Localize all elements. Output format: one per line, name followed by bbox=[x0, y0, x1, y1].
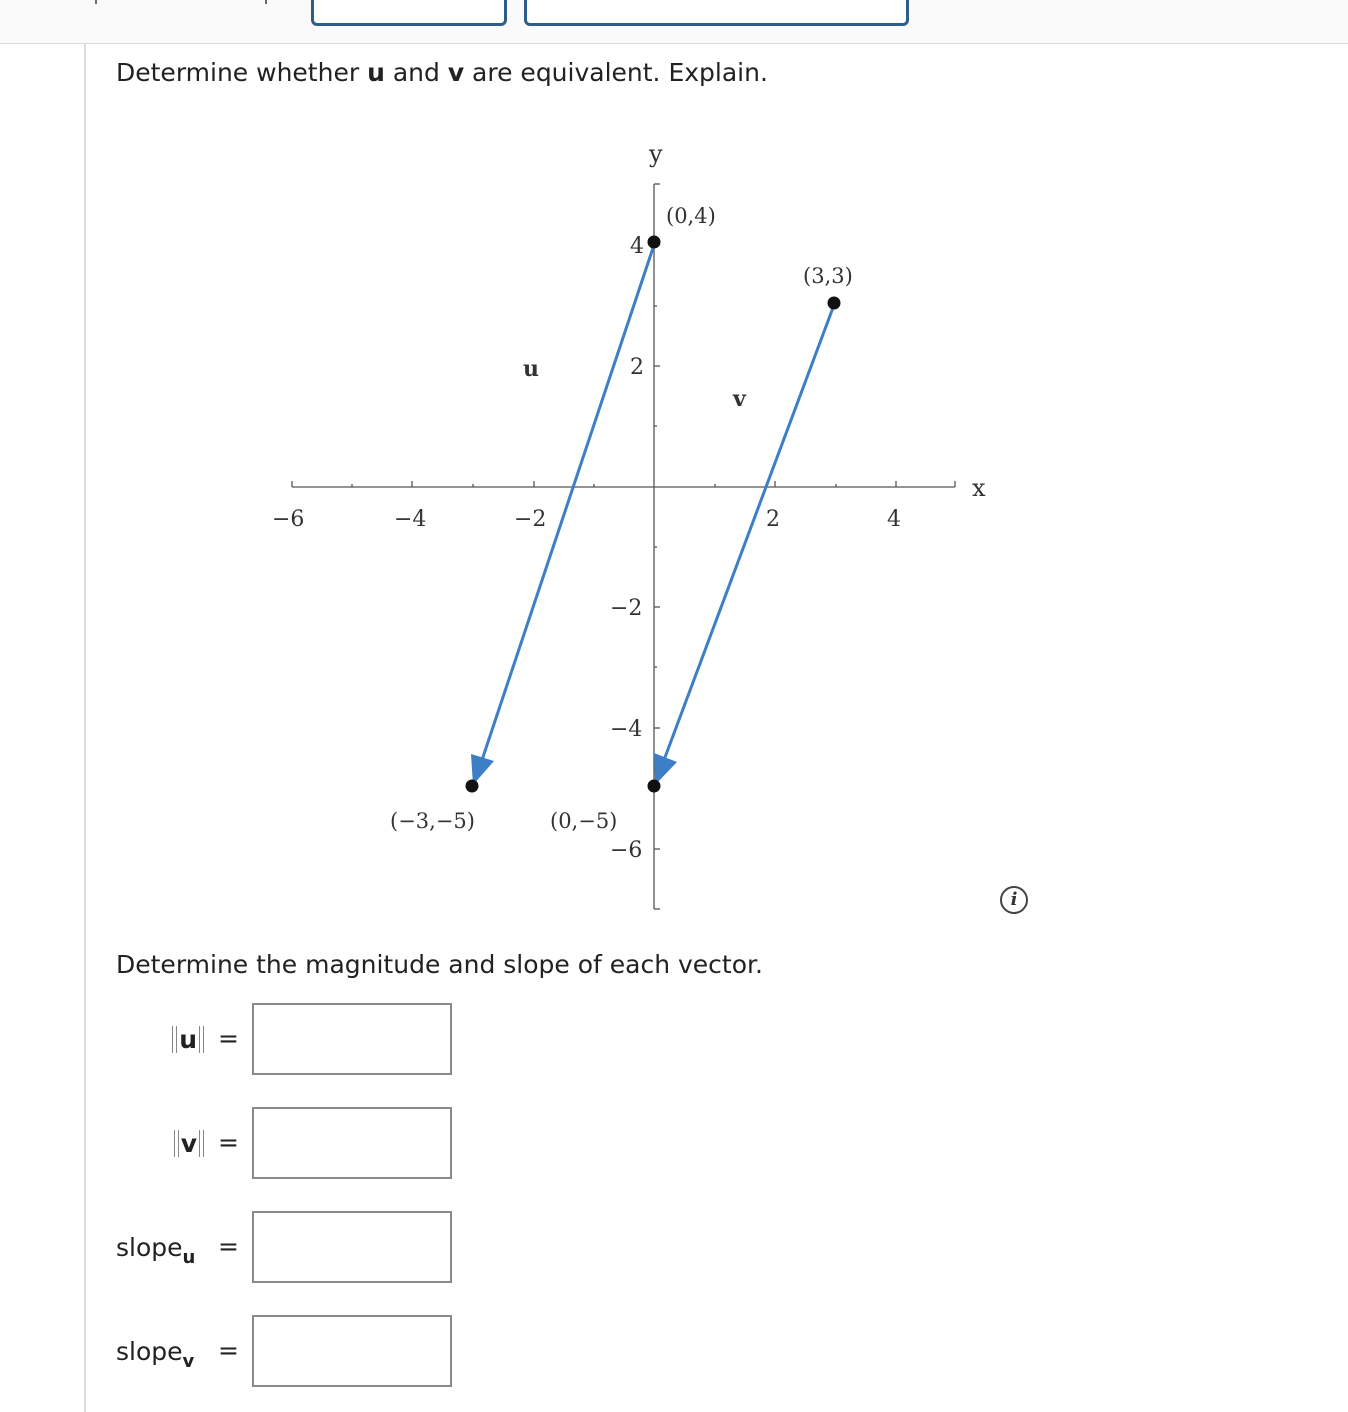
prompt-v: v bbox=[447, 58, 465, 87]
point-3-3 bbox=[828, 297, 841, 310]
answer-row-norm-v bbox=[0, 1107, 600, 1179]
vector-v-arrowhead bbox=[654, 753, 677, 785]
x-tick-label: −4 bbox=[394, 507, 427, 532]
slope-text: slope bbox=[116, 1336, 183, 1366]
norm-v-input[interactable] bbox=[252, 1107, 452, 1179]
point-label-0-4: (0,4) bbox=[666, 204, 716, 228]
slope-subscript: u bbox=[182, 1246, 196, 1268]
answer-row-slope-v bbox=[0, 1315, 600, 1387]
point-label-0-neg5: (0,−5) bbox=[550, 809, 618, 833]
vector-v-line bbox=[664, 305, 834, 760]
y-tick-label: 4 bbox=[630, 234, 644, 259]
norm-v-label bbox=[116, 1107, 206, 1179]
slope-subscript: v bbox=[182, 1350, 195, 1372]
norm-bar bbox=[199, 1130, 204, 1157]
x-tick-label: 2 bbox=[766, 507, 780, 532]
vector-u-line bbox=[482, 245, 654, 760]
slope-v-input[interactable] bbox=[252, 1315, 452, 1387]
equals-sign: = bbox=[218, 1024, 239, 1053]
point-label-3-3: (3,3) bbox=[803, 264, 853, 288]
y-axis bbox=[654, 184, 660, 909]
info-icon[interactable]: i bbox=[1000, 886, 1028, 914]
equals-sign: = bbox=[218, 1232, 239, 1261]
equals-sign: = bbox=[218, 1336, 239, 1365]
x-axis-label: x bbox=[972, 474, 986, 502]
point-0-4 bbox=[648, 236, 661, 249]
vector-v-label: v bbox=[733, 386, 746, 412]
point-neg3-neg5 bbox=[466, 780, 479, 793]
point-label-neg3-neg5: (−3,−5) bbox=[390, 809, 475, 833]
norm-v-var: v bbox=[180, 1128, 197, 1158]
y-tick-label: −6 bbox=[610, 838, 643, 863]
x-axis bbox=[292, 481, 955, 487]
prompt-text: and bbox=[384, 58, 448, 87]
norm-u-var: u bbox=[179, 1024, 197, 1054]
norm-bar bbox=[172, 1026, 177, 1053]
y-tick-label: −2 bbox=[610, 596, 643, 621]
instruction-text: Determine the magnitude and slope of each vector. bbox=[116, 950, 763, 979]
norm-bar bbox=[199, 1026, 204, 1053]
x-tick-label: −6 bbox=[272, 507, 305, 532]
y-axis-label: y bbox=[649, 140, 663, 168]
slope-u-label bbox=[116, 1211, 206, 1283]
norm-u-input[interactable] bbox=[252, 1003, 452, 1075]
vector-u-label: u bbox=[523, 356, 539, 382]
y-tick-label: 2 bbox=[630, 355, 644, 380]
y-tick-label: −4 bbox=[610, 717, 643, 742]
x-tick-label: 4 bbox=[887, 507, 901, 532]
prompt-text: are equivalent. Explain. bbox=[464, 58, 768, 87]
x-tick-label: −2 bbox=[514, 507, 547, 532]
prompt-text: Determine whether bbox=[116, 58, 368, 87]
point-0-neg5 bbox=[648, 780, 661, 793]
prompt-u: u bbox=[367, 58, 385, 87]
equals-sign: = bbox=[218, 1128, 239, 1157]
slope-u-input[interactable] bbox=[252, 1211, 452, 1283]
answer-row-slope-u bbox=[0, 1211, 600, 1283]
norm-bar bbox=[174, 1130, 179, 1157]
slope-v-label bbox=[116, 1315, 206, 1387]
answer-row-norm-u bbox=[0, 1003, 600, 1075]
norm-u-label bbox=[116, 1003, 206, 1075]
slope-text: slope bbox=[116, 1232, 183, 1262]
